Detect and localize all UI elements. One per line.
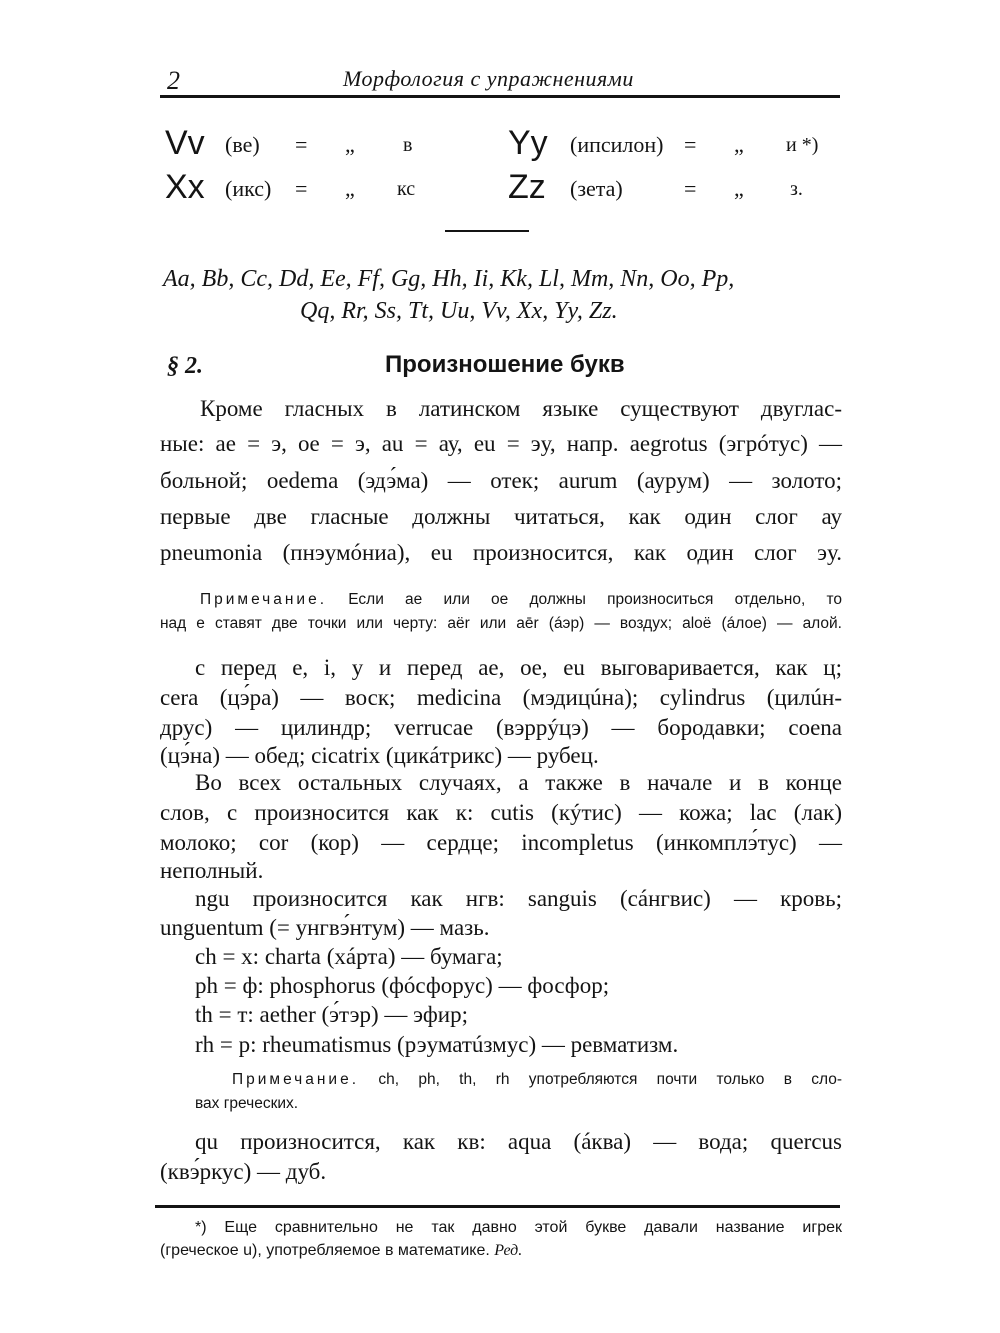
digraph-line: rh = р: rheumatismus (рэуматúзмус) — ревматизм. bbox=[195, 1032, 679, 1057]
note-line bbox=[232, 1072, 842, 1088]
letter-name: (зета) bbox=[570, 176, 623, 201]
header-rule bbox=[160, 95, 840, 98]
letter-row-yy bbox=[508, 124, 819, 163]
note-label: Примечание. bbox=[232, 1071, 360, 1088]
digraph-line: ph = ф: phosphorus (фóсфорус) — фосфор; bbox=[195, 973, 610, 998]
paragraph-line: pneumonia (пнэумóниа), eu произносится, как один слог эу. bbox=[160, 540, 842, 565]
footnote-line bbox=[160, 1243, 842, 1259]
digraph-line: th = т: aether (э́тэр) — эфир; bbox=[195, 1002, 469, 1027]
section-title: Произношение букв bbox=[385, 351, 625, 378]
paragraph-line: ngu произносится как нгв: sanguis (сáнгвис) — кровь; bbox=[195, 886, 842, 911]
paragraph-line: друс) — цилиндр; verrucae (вэррýцэ) — бородавки; coena bbox=[160, 715, 842, 740]
note-line bbox=[200, 592, 842, 608]
letter: Xx bbox=[165, 168, 205, 206]
running-title: Морфология с упражнениями bbox=[343, 66, 634, 91]
footnote-text: (греческое u), употребляемое в математике. bbox=[160, 1242, 490, 1259]
note-text: Если ae или oe должны произноситься отдельно, то bbox=[348, 591, 842, 608]
note-line: вах греческих. bbox=[195, 1095, 299, 1112]
ditto-mark: „ bbox=[345, 176, 355, 201]
paragraph-line: слов, c произносится как к: cutis (кýтис) — кожа; lac (лак) bbox=[160, 800, 842, 825]
equals-sign: = bbox=[684, 132, 697, 157]
paragraph-line: c перед e, i, y и перед ae, oe, eu выговаривается, как ц; bbox=[195, 655, 842, 680]
note-line: над e ставят две точки или черту: aër или aēr (áэр) — воздух; aloë (áлоe) — алой. bbox=[160, 615, 842, 632]
ditto-mark: „ bbox=[734, 176, 744, 201]
page-number: 2 bbox=[167, 66, 180, 95]
paragraph-line: неполный. bbox=[160, 858, 264, 883]
equals-sign: = bbox=[295, 132, 308, 157]
equals-sign: = bbox=[295, 176, 308, 201]
italic-alphabet-line-1: Aa, Bb, Cc, Dd, Ee, Ff, Gg, Hh, Ii, Kk, Ll, Mm, Nn, Oo, Pp, bbox=[163, 266, 735, 292]
ditto-mark: „ bbox=[734, 132, 744, 157]
letter: Zz bbox=[508, 168, 546, 206]
letter-name: (икс) bbox=[225, 176, 272, 201]
separator-rule bbox=[445, 230, 529, 232]
paragraph-line: (квэ́ркус) — дуб. bbox=[160, 1159, 327, 1184]
paragraph-line: Кроме гласных в латинском языке существуют двуглас- bbox=[200, 396, 842, 421]
footnote-rule bbox=[155, 1205, 840, 1208]
letter-sound: в bbox=[403, 134, 413, 156]
letter: Vv bbox=[165, 124, 205, 162]
letter-name: (ве) bbox=[225, 132, 260, 157]
letter-row-zz bbox=[508, 168, 803, 207]
paragraph-line: (цэ́на) — обед; cicatrix (цикáтрикс) — рубец. bbox=[160, 743, 599, 768]
note-text: ch, ph, th, rh употребляются почти только в сло- bbox=[378, 1071, 842, 1088]
letter-sound: з. bbox=[790, 178, 803, 200]
paragraph-line: unguentum (= унгвэ́нтум) — мазь. bbox=[160, 915, 490, 940]
paragraph-line: молоко; cor (кор) — сердце; incompletus (инкомплэ́тус) — bbox=[160, 830, 842, 855]
equals-sign: = bbox=[684, 176, 697, 201]
note-label: Примечание. bbox=[200, 591, 328, 608]
letter-name: (ипсилон) bbox=[570, 132, 664, 157]
section-number: § 2. bbox=[167, 353, 203, 379]
italic-alphabet-line-2: Qq, Rr, Ss, Tt, Uu, Vv, Xx, Yy, Zz. bbox=[300, 298, 618, 324]
ditto-mark: „ bbox=[345, 132, 355, 157]
editor-mark: Ред. bbox=[494, 1242, 523, 1259]
digraph-line: ch = x: charta (хáрта) — бумага; bbox=[195, 944, 503, 969]
paragraph-line: ные: ae = э, oe = э, au = ау, eu = эу, напр. aegrotus (эгрóтус) — bbox=[160, 431, 842, 456]
paragraph-line: больной; oedema (эдэ́ма) — отек; aurum (аурум) — золото; bbox=[160, 468, 842, 493]
footnote-line: *) Еще сравнительно не так давно этой букве давали название игрек bbox=[195, 1219, 842, 1236]
paragraph-line: qu произносится, как кв: aqua (áква) — вода; quercus bbox=[195, 1129, 842, 1154]
letter-row-vv bbox=[165, 124, 413, 163]
letter-sound: и *) bbox=[786, 134, 819, 156]
letter: Yy bbox=[508, 124, 548, 162]
letter-sound: кс bbox=[397, 178, 416, 200]
letter-row-xx bbox=[165, 168, 416, 207]
paragraph-line: первые две гласные должны читаться, как один слог ау bbox=[160, 504, 842, 529]
paragraph-line: cera (цэ́ра) — воск; medicina (мэдицúна); cylindrus (цилúн- bbox=[160, 685, 842, 710]
paragraph-line: Во всех остальных случаях, а также в начале и в конце bbox=[195, 770, 842, 795]
